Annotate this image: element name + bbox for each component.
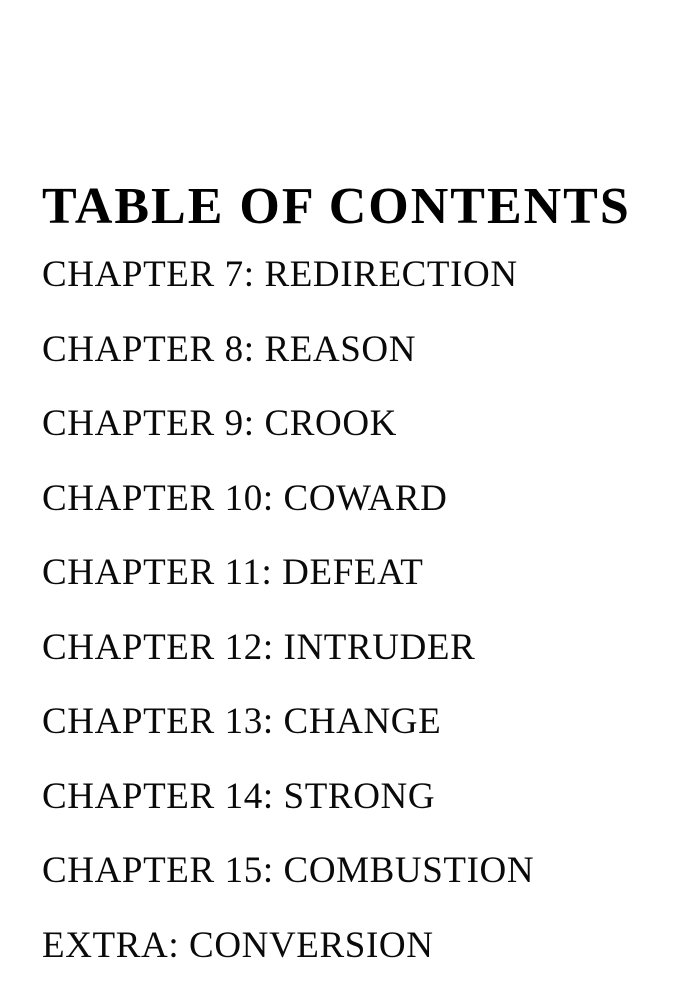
toc-entry: CHAPTER 15: COMBUSTION — [42, 850, 535, 891]
toc-entry: CHAPTER 10: COWARD — [42, 477, 448, 519]
toc-entry: CHAPTER 12: INTRUDER — [42, 626, 476, 668]
page-title: TABLE OF CONTENTS — [42, 177, 631, 235]
toc-entry: CHAPTER 13: CHANGE — [42, 701, 442, 742]
toc-entry: EXTRA: CONVERSION — [42, 924, 434, 966]
toc-entry: CHAPTER 9: CROOK — [42, 403, 397, 444]
toc-entry: CHAPTER 11: DEFEAT — [42, 552, 424, 593]
toc-entry: CHAPTER 8: REASON — [42, 328, 417, 370]
toc-entry: CHAPTER 7: REDIRECTION — [42, 254, 518, 295]
table-of-contents-list — [42, 238, 658, 983]
toc-entry: CHAPTER 14: STRONG — [42, 775, 436, 817]
